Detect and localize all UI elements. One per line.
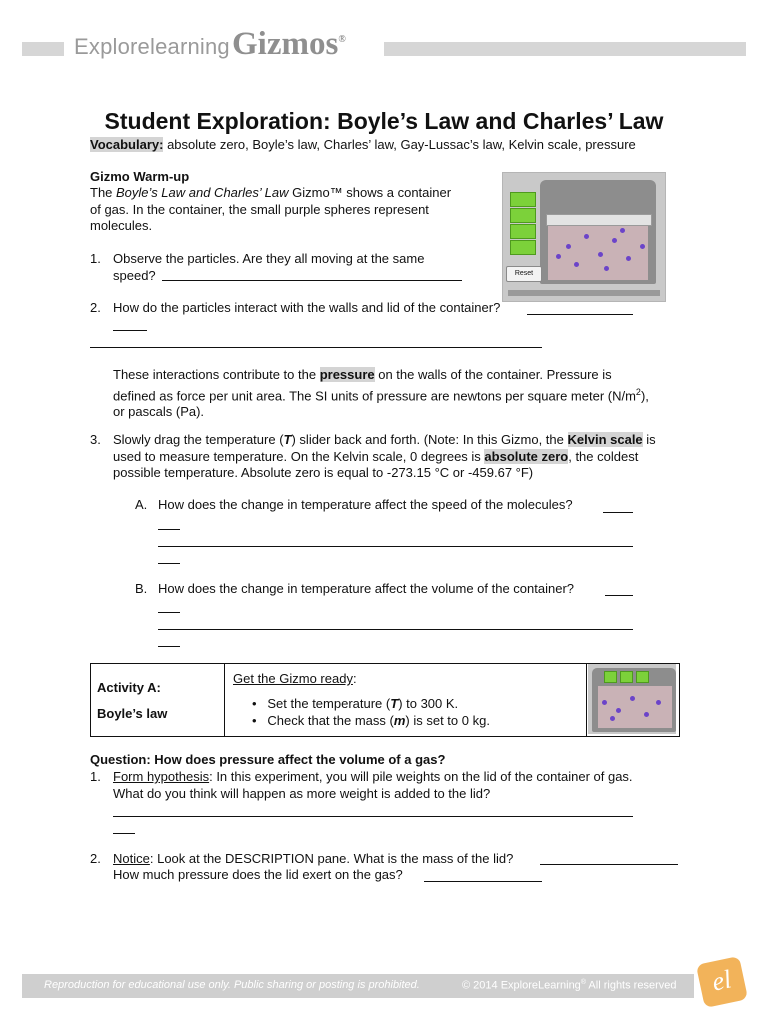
qB-answer-line[interactable]: [605, 595, 633, 596]
table-divider: [224, 663, 225, 737]
q3-number: 3.: [90, 432, 101, 447]
pressure-paragraph: [113, 367, 653, 421]
qB-letter: B.: [135, 581, 148, 596]
molecule: [644, 712, 649, 717]
ready-bullet-1: • Set the temperature (T) to 300 K.: [252, 696, 459, 711]
notice-text: [113, 851, 513, 868]
qB-text: How does the change in temperature affect the volume of the container?: [158, 581, 575, 596]
q2-text: How do the particles interact with the walls and lid of the container?: [113, 300, 501, 315]
registered-mark: ®: [338, 34, 346, 45]
warmup-heading: Gizmo Warm-up: [90, 169, 190, 184]
absolute-zero-term: absolute zero: [484, 448, 569, 464]
pressure-text: These interactions contribute to the: [113, 367, 320, 382]
q1-number: 1.: [90, 251, 101, 266]
qA-answer-line[interactable]: [603, 512, 633, 513]
copyright-text: © 2014 ExploreLearning: [462, 979, 581, 992]
temperature-symbol: T: [283, 432, 292, 447]
get-ready-line: [233, 671, 357, 688]
q1-answer-line[interactable]: [162, 280, 462, 281]
q2-answer-line[interactable]: [90, 347, 542, 348]
intro-text-rest: Gizmo™ shows a container of gas. In the container, the small purple spheres represent molecules.: [90, 185, 452, 233]
kelvin-scale-term: Kelvin scale: [567, 432, 643, 447]
pressure-question: How much pressure does the lid exert on the gas?: [113, 867, 403, 882]
weight-block: [510, 224, 536, 239]
hypothesis-body: : In this experiment, you will pile weights on the lid of the container of gas. What do you think will happen as more weight is added to the lid?: [113, 769, 633, 801]
hyp-number: 1.: [90, 769, 101, 784]
notice-label: Notice: [113, 851, 150, 866]
rights-text: All rights reserved: [585, 979, 677, 992]
header-bar-left: [22, 42, 64, 56]
qA-letter: A.: [135, 497, 148, 512]
molecule: [598, 252, 603, 257]
table-divider: [586, 663, 587, 737]
weight-block: [636, 671, 649, 683]
lid-pressure-answer-line[interactable]: [424, 881, 542, 882]
hyp-answer-line[interactable]: [113, 833, 135, 834]
vocabulary-label: Vocabulary:: [90, 137, 164, 152]
mass-symbol: m: [393, 713, 406, 728]
q3-text-part: ) slider back and forth. (Note: In this Gizmo, the: [291, 432, 568, 447]
gizmo-name: Boyle’s Law and Charles’ Law: [116, 185, 289, 200]
molecule: [640, 244, 645, 249]
molecule: [612, 238, 617, 243]
page-title: Student Exploration: Boyle’s Law and Charles’ Law: [104, 108, 664, 134]
qB-answer-line[interactable]: [158, 612, 180, 613]
q1-text: Observe the particles. Are they all moving at the same speed?: [113, 251, 425, 283]
intro-text: The: [90, 185, 117, 200]
temperature-symbol: T: [390, 696, 399, 711]
qA-answer-line[interactable]: [158, 529, 180, 530]
weight-block: [510, 208, 536, 223]
molecule: [574, 262, 579, 267]
header-bar-right: [384, 42, 746, 56]
notice-body: : Look at the DESCRIPTION pane. What is the mass of the lid?: [149, 851, 514, 866]
q3-text-part: is used to measure temperature. On the Kelvin scale, 0 degrees is: [113, 432, 656, 464]
molecule: [616, 708, 621, 713]
lid-mass-answer-line[interactable]: [540, 864, 678, 865]
q2-answer-line[interactable]: [113, 330, 147, 331]
molecule: [626, 256, 631, 261]
reset-button[interactable]: Reset: [506, 266, 542, 282]
bullet-text: Check that the mass (: [267, 713, 394, 728]
activity-label: Activity A:: [97, 680, 161, 695]
molecule: [556, 254, 561, 259]
vocabulary-terms: absolute zero, Boyle’s law, Charles’ law, Gay-Lussac’s law, Kelvin scale, pressure: [163, 137, 636, 152]
gizmos-wordmark: Gizmos: [232, 26, 339, 62]
footer-disclaimer: Reproduction for educational use only. Public sharing or posting is prohibited.: [44, 979, 420, 991]
container-lid: [546, 214, 652, 226]
molecule: [610, 716, 615, 721]
weight-block: [510, 192, 536, 207]
vocabulary-line: [90, 137, 636, 152]
hyp-answer-line[interactable]: [113, 816, 633, 817]
pressure-text-rest: on the walls of the container. Pressure is defined as force per unit area. The SI units of pressure are newtons per square meter (N/m: [113, 367, 636, 403]
molecule: [602, 700, 607, 705]
bullet-text: ) is set to 0 kg.: [405, 713, 490, 728]
gizmos-logo: [232, 26, 346, 63]
qB-answer-line[interactable]: [158, 629, 633, 630]
qA-answer-line[interactable]: [158, 563, 180, 564]
q3-text-part: Slowly drag the temperature (: [113, 432, 284, 447]
form-hypothesis-label: Form hypothesis: [113, 769, 210, 784]
molecule: [630, 696, 635, 701]
gas-chamber: [598, 686, 672, 728]
molecule: [604, 266, 609, 271]
q2-answer-line[interactable]: [527, 314, 633, 315]
q3-text-part: , the coldest possible temperature. Absolute zero is equal to -273.15 °C or -459.67 °F): [113, 448, 639, 480]
registered-mark: ®: [580, 979, 586, 986]
ready-bullet-2: • Check that the mass (m) is set to 0 kg.: [252, 713, 490, 728]
weight-block: [620, 671, 633, 683]
qA-text: How does the change in temperature affect the speed of the molecules?: [158, 497, 573, 512]
weight-stack: [510, 192, 536, 256]
molecule: [656, 700, 661, 705]
superscript-2: 2: [635, 386, 641, 397]
container-base: [508, 290, 660, 296]
weight-block: [510, 240, 536, 255]
bullet-text: ) to 300 K.: [398, 696, 459, 711]
el-logo: el: [696, 956, 748, 1008]
q3-text: [113, 432, 679, 482]
molecule: [566, 244, 571, 249]
pressure-term: pressure: [319, 367, 375, 382]
qA-answer-line[interactable]: [158, 546, 633, 547]
qB-answer-line[interactable]: [158, 646, 180, 647]
warmup-intro: [90, 185, 458, 235]
hypothesis-text: [113, 769, 653, 802]
footer-copyright: [462, 979, 676, 992]
notice-number: 2.: [90, 851, 101, 866]
question-heading: Question: How does pressure affect the volume of a gas?: [90, 752, 446, 767]
molecule: [620, 228, 625, 233]
pressure-text-end: ), or pascals (Pa).: [113, 387, 649, 420]
get-ready-colon: :: [352, 671, 357, 686]
activity-name: Boyle’s law: [97, 706, 168, 721]
get-ready-label: Get the Gizmo ready: [233, 671, 353, 686]
explorelearning-logo: Explorelearning: [74, 34, 230, 59]
bullet-text: Set the temperature (: [267, 696, 391, 711]
weight-block: [604, 671, 617, 683]
q2-number: 2.: [90, 300, 101, 315]
molecule: [584, 234, 589, 239]
